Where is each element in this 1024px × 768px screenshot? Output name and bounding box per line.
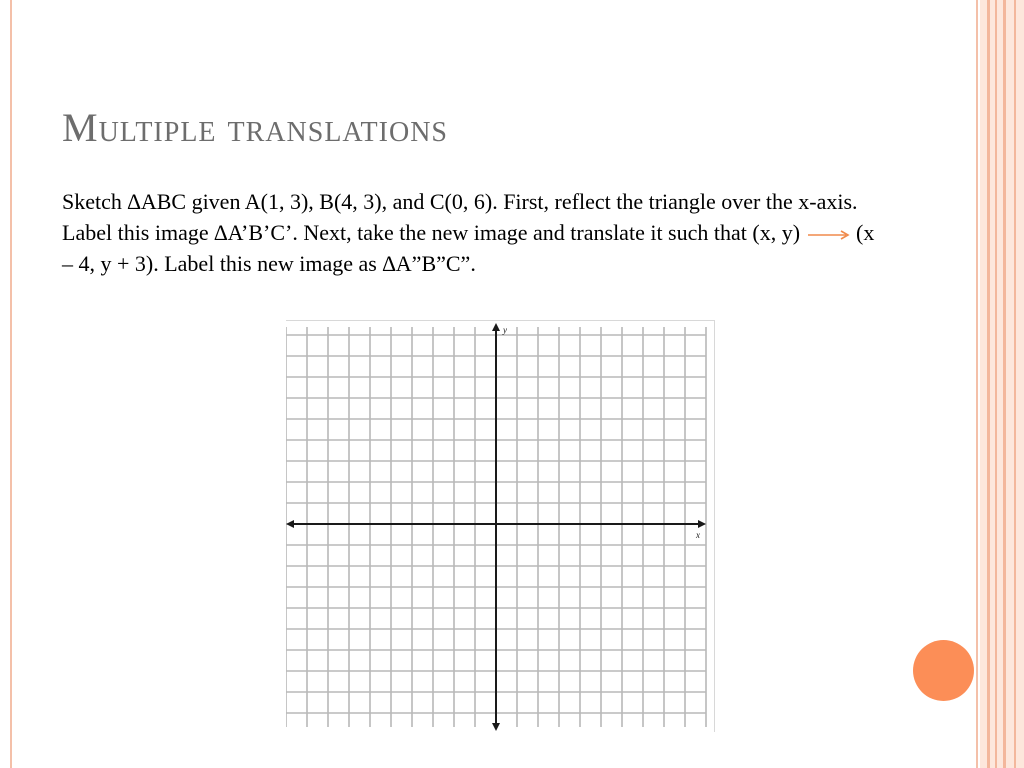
coordinate-grid-svg (286, 321, 714, 732)
body-text-part-2: (x – 4, y + 3). Label this new image as ∆A”B”C”. (62, 220, 875, 276)
band-stripe-4 (1014, 0, 1016, 768)
band-stripe-2 (995, 0, 997, 768)
slide-body-text (62, 186, 882, 279)
frame-left-line (10, 0, 12, 768)
maps-to-arrow-icon (808, 229, 852, 241)
band-stripe-3 (1003, 0, 1006, 768)
coordinate-grid-image (286, 320, 715, 732)
body-text-part-1: Sketch ∆ABC given A(1, 3), B(4, 3), and C(0, 6). First, reflect the triangle over the x-axis. Label this image ∆A’B’C’. Next, take the new image and translate it such that (x, y) (62, 189, 858, 245)
y-axis-arrow-up-icon (492, 323, 500, 331)
y-axis-label: y (503, 325, 507, 335)
accent-circle (913, 640, 974, 701)
x-axis-arrow-right-icon (698, 520, 706, 528)
frame-right-line (976, 0, 978, 768)
x-axis-arrow-left-icon (286, 520, 294, 528)
slide-title: Multiple translations (62, 105, 448, 150)
band-stripe-1 (987, 0, 990, 768)
x-axis-label: x (696, 530, 700, 540)
y-axis-arrow-down-icon (492, 723, 500, 731)
